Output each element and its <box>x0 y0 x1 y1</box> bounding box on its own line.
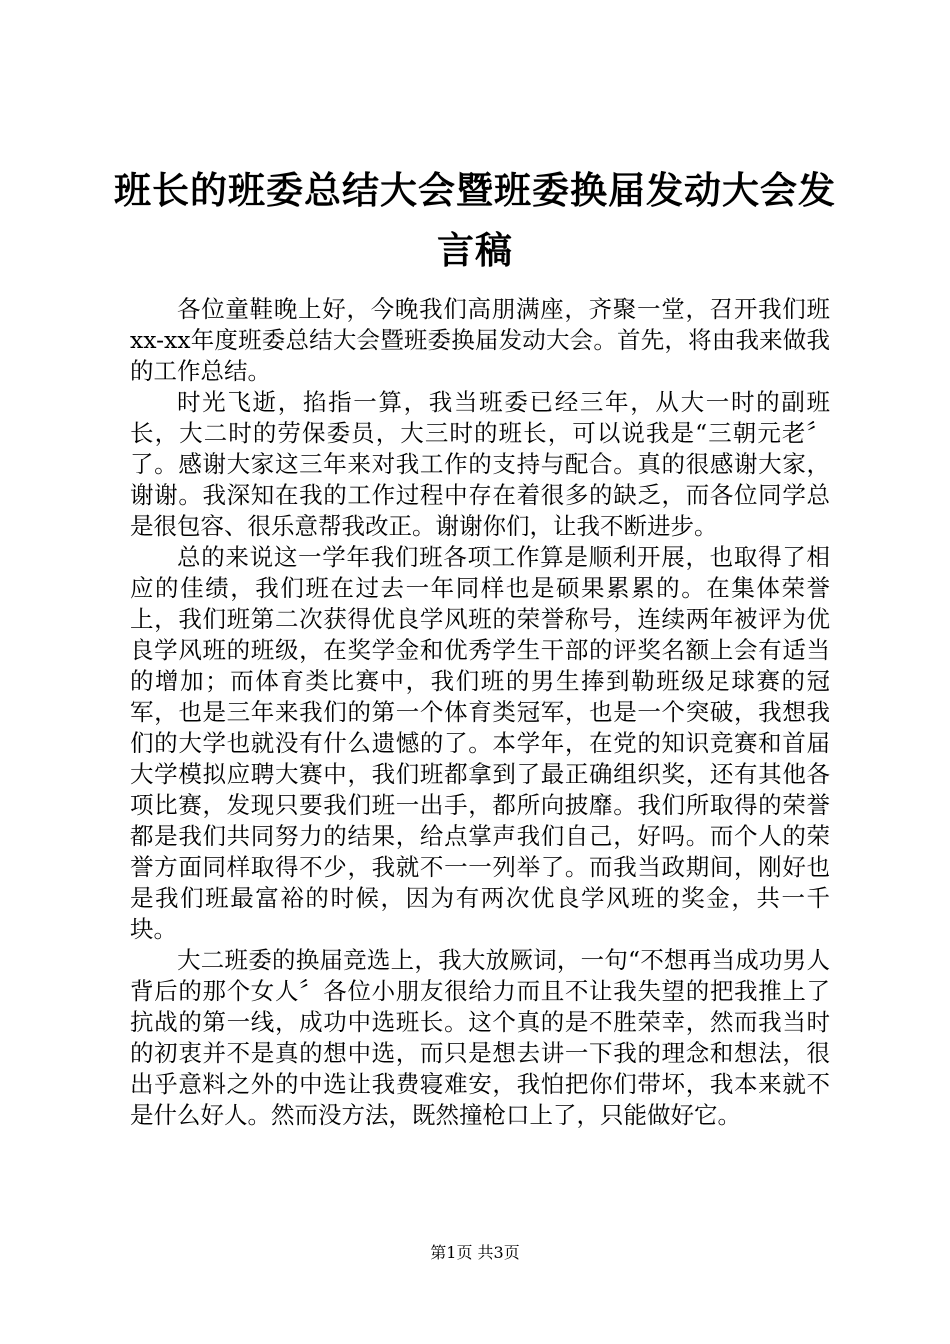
document-body <box>130 294 830 1131</box>
paragraph-1: 各位童鞋晚上好，今晚我们高朋满座，齐聚一堂，召开我们班xx-xx年度班委总结大会暨班委换届发动大会。首先，将由我来做我的工作总结。 <box>130 295 830 385</box>
page-number-footer: 第1页 共3页 <box>430 1243 520 1262</box>
document-title: 班长的班委总结大会暨班委换届发动大会发言稿 <box>114 168 836 272</box>
paragraph-3: 总的来说这一学年我们班各项工作算是顺利开展，也取得了相应的佳绩，我们班在过去一年同样也是硕果累累的。在集体荣誉上，我们班第二次获得优良学风班的荣誉称号，连续两年被评为优良学风班的班级，在奖学金和优秀学生干部的评奖名额上会有适当的增加；而体育类比赛中，我们班的男生捧到勒班级足球赛的冠军，也是三年来我们的第一个体育类冠军，也是一个突破，我想我们的大学也就没有什么遗憾的了。本学年，在党的知识竞赛和首届大学模拟应聘大赛中，我们班都拿到了最正确组织奖，还有其他各项比赛，发现只要我们班一出手，都所向披靡。我们所取得的荣誉都是我们共同努力的结果，给点掌声我们自己，好吗。而个人的荣誉方面同样取得不少，我就不一一列举了。而我当政期间，刚好也是我们班最富裕的时候，因为有两次优良学风班的奖金，共一千块。 <box>130 543 830 943</box>
paragraph-4: 大二班委的换届竞选上，我大放厥词，一句“不想再当成功男人背后的那个女人〞各位小朋友很给力而且不让我失望的把我推上了抗战的第一线，成功中选班长。这个真的是不胜荣幸，然而我当时的初衷并不是真的想中选，而只是想去讲一下我的理念和想法，很出乎意料之外的中选让我费寝难安，我怕把你们带坏，我本来就不是什么好人。然而没方法，既然撞枪口上了，只能做好它。 <box>130 946 830 1129</box>
paragraph-2: 时光飞逝，掐指一算，我当班委已经三年，从大一时的副班长，大二时的劳保委员，大三时的班长，可以说我是“三朝元老〞了。感谢大家这三年来对我工作的支持与配合。真的很感谢大家，谢谢。我深知在我的工作过程中存在着很多的缺乏，而各位同学总是很包容、很乐意帮我改正。谢谢你们，让我不断进步。 <box>130 388 830 540</box>
